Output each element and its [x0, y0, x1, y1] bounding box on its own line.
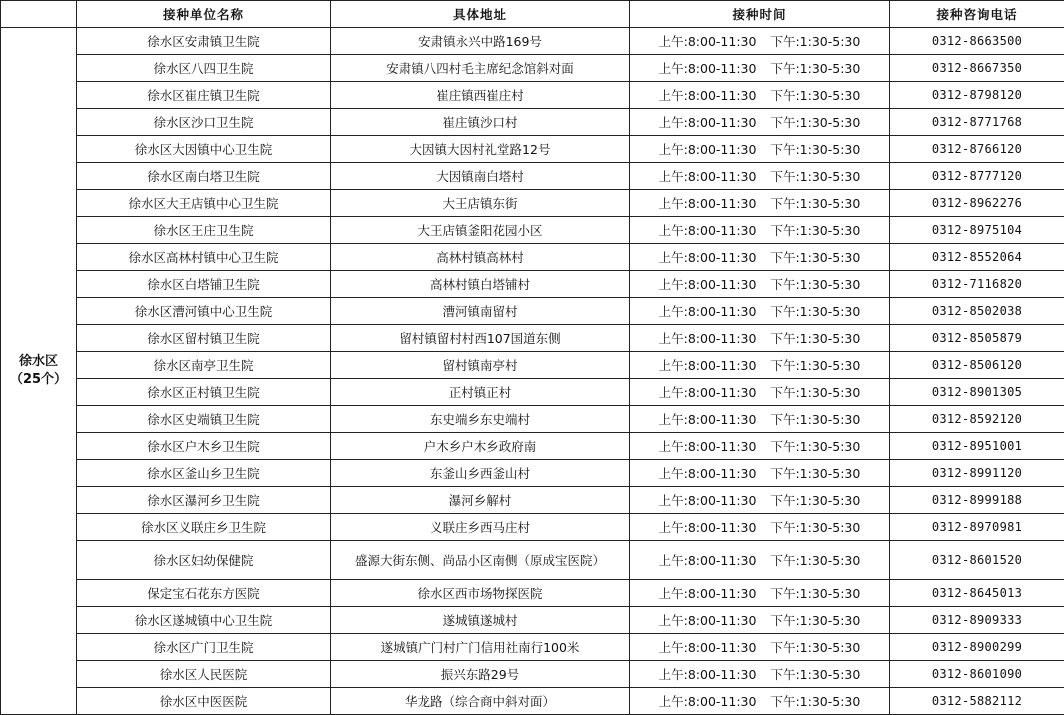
time-cell: [630, 580, 890, 607]
afternoon-hours: 下午:1:30-5:30: [770, 196, 860, 211]
table-row: [1, 271, 1064, 298]
afternoon-hours: 下午:1:30-5:30: [770, 142, 860, 157]
phone-cell: 0312-8901305: [890, 379, 1064, 406]
afternoon-hours: 下午:1:30-5:30: [770, 520, 860, 535]
phone-cell: 0312-7116820: [890, 271, 1064, 298]
morning-hours: 上午:8:00-11:30: [659, 410, 757, 428]
phone-header: 接种咨询电话: [890, 1, 1064, 28]
phone-cell: 0312-8999188: [890, 487, 1064, 514]
phone-cell: 0312-8771768: [890, 109, 1064, 136]
table-header-row: [1, 1, 1064, 28]
phone-cell: 0312-8645013: [890, 580, 1064, 607]
unit-name-cell: 徐水区正村镇卫生院: [77, 379, 331, 406]
phone-cell: 0312-8502038: [890, 298, 1064, 325]
morning-hours: 上午:8:00-11:30: [659, 356, 757, 374]
afternoon-hours: 下午:1:30-5:30: [770, 61, 860, 76]
time-cell: [630, 541, 890, 580]
phone-cell: 0312-8552064: [890, 244, 1064, 271]
table-row: [1, 82, 1064, 109]
morning-hours: 上午:8:00-11:30: [659, 302, 757, 320]
unit-name-cell: 徐水区遂城镇中心卫生院: [77, 607, 331, 634]
morning-hours: 上午:8:00-11:30: [659, 59, 757, 77]
address-cell: 安肃镇八四村毛主席纪念馆斜对面: [331, 55, 630, 82]
table-row: [1, 661, 1064, 688]
afternoon-hours: 下午:1:30-5:30: [770, 223, 860, 238]
morning-hours: 上午:8:00-11:30: [659, 221, 757, 239]
table-row: [1, 217, 1064, 244]
address-cell: 义联庄乡西马庄村: [331, 514, 630, 541]
afternoon-hours: 下午:1:30-5:30: [770, 169, 860, 184]
unit-name-cell: 徐水区沙口卫生院: [77, 109, 331, 136]
table-row: [1, 190, 1064, 217]
afternoon-hours: 下午:1:30-5:30: [770, 115, 860, 130]
morning-hours: 上午:8:00-11:30: [659, 383, 757, 401]
table-row: [1, 487, 1064, 514]
afternoon-hours: 下午:1:30-5:30: [770, 358, 860, 373]
afternoon-hours: 下午:1:30-5:30: [770, 250, 860, 265]
morning-hours: 上午:8:00-11:30: [659, 665, 757, 683]
afternoon-hours: 下午:1:30-5:30: [770, 88, 860, 103]
unit-name-cell: 徐水区安肃镇卫生院: [77, 28, 331, 55]
unit-name-cell: 徐水区中医医院: [77, 688, 331, 715]
morning-hours: 上午:8:00-11:30: [659, 248, 757, 266]
phone-cell: 0312-8601520: [890, 541, 1064, 580]
time-cell: [630, 271, 890, 298]
phone-cell: 0312-8798120: [890, 82, 1064, 109]
time-cell: [630, 109, 890, 136]
address-cell: 华龙路（综合商中斜对面）: [331, 688, 630, 715]
address-cell: 高林村镇白塔铺村: [331, 271, 630, 298]
unit-name-cell: 徐水区义联庄乡卫生院: [77, 514, 331, 541]
time-cell: [630, 634, 890, 661]
morning-hours: 上午:8:00-11:30: [659, 194, 757, 212]
time-cell: [630, 55, 890, 82]
unit-name-cell: 徐水区南白塔卫生院: [77, 163, 331, 190]
phone-cell: 0312-5882112: [890, 688, 1064, 715]
unit-name-cell: 徐水区户木乡卫生院: [77, 433, 331, 460]
table-row: [1, 688, 1064, 715]
afternoon-hours: 下午:1:30-5:30: [770, 586, 860, 601]
address-cell: 崔庄镇西崔庄村: [331, 82, 630, 109]
address-cell: 留村镇南亭村: [331, 352, 630, 379]
afternoon-hours: 下午:1:30-5:30: [770, 331, 860, 346]
time-cell: [630, 433, 890, 460]
time-header: 接种时间: [630, 1, 890, 28]
morning-hours: 上午:8:00-11:30: [659, 86, 757, 104]
unit-name-cell: 徐水区史端镇卫生院: [77, 406, 331, 433]
address-cell: 遂城镇遂城村: [331, 607, 630, 634]
address-cell: 瀑河乡解村: [331, 487, 630, 514]
unit-name-cell: 徐水区南亭卫生院: [77, 352, 331, 379]
region-count: （25个）: [1, 371, 76, 389]
time-cell: [630, 406, 890, 433]
unit-name-header: 接种单位名称: [77, 1, 331, 28]
time-cell: [630, 163, 890, 190]
morning-hours: 上午:8:00-11:30: [659, 140, 757, 158]
address-cell: 留村镇留村村西107国道东侧: [331, 325, 630, 352]
phone-cell: 0312-8900299: [890, 634, 1064, 661]
table-row: [1, 244, 1064, 271]
unit-name-cell: 徐水区王庄卫生院: [77, 217, 331, 244]
address-cell: 振兴东路29号: [331, 661, 630, 688]
morning-hours: 上午:8:00-11:30: [659, 692, 757, 710]
unit-name-cell: 徐水区八四卫生院: [77, 55, 331, 82]
address-cell: 崔庄镇沙口村: [331, 109, 630, 136]
address-cell: 安肃镇永兴中路169号: [331, 28, 630, 55]
address-cell: 大因镇南白塔村: [331, 163, 630, 190]
morning-hours: 上午:8:00-11:30: [659, 491, 757, 509]
morning-hours: 上午:8:00-11:30: [659, 329, 757, 347]
region-name: 徐水区: [1, 353, 76, 371]
unit-name-cell: 徐水区高林村镇中心卫生院: [77, 244, 331, 271]
address-cell: 东釜山乡西釜山村: [331, 460, 630, 487]
unit-name-cell: 徐水区留村镇卫生院: [77, 325, 331, 352]
afternoon-hours: 下午:1:30-5:30: [770, 34, 860, 49]
afternoon-hours: 下午:1:30-5:30: [770, 304, 860, 319]
time-cell: [630, 217, 890, 244]
phone-cell: 0312-8601090: [890, 661, 1064, 688]
phone-cell: 0312-8592120: [890, 406, 1064, 433]
time-cell: [630, 298, 890, 325]
address-cell: 大因镇大因村礼堂路12号: [331, 136, 630, 163]
unit-name-cell: 徐水区人民医院: [77, 661, 331, 688]
unit-name-cell: 徐水区大王店镇中心卫生院: [77, 190, 331, 217]
unit-name-cell: 徐水区漕河镇中心卫生院: [77, 298, 331, 325]
table-row: [1, 298, 1064, 325]
afternoon-hours: 下午:1:30-5:30: [770, 553, 860, 568]
table-body: [1, 28, 1064, 715]
time-cell: [630, 460, 890, 487]
unit-name-cell: 徐水区妇幼保健院: [77, 541, 331, 580]
time-cell: [630, 661, 890, 688]
unit-name-cell: 徐水区釜山乡卫生院: [77, 460, 331, 487]
time-cell: [630, 607, 890, 634]
morning-hours: 上午:8:00-11:30: [659, 518, 757, 536]
table-row: [1, 580, 1064, 607]
phone-cell: 0312-8667350: [890, 55, 1064, 82]
phone-cell: 0312-8506120: [890, 352, 1064, 379]
phone-cell: 0312-8505879: [890, 325, 1064, 352]
address-cell: 漕河镇南留村: [331, 298, 630, 325]
address-cell: 高林村镇高林村: [331, 244, 630, 271]
time-cell: [630, 514, 890, 541]
table-row: [1, 28, 1064, 55]
address-cell: 大王店镇釜阳花园小区: [331, 217, 630, 244]
unit-name-cell: 保定宝石花东方医院: [77, 580, 331, 607]
afternoon-hours: 下午:1:30-5:30: [770, 439, 860, 454]
table-row: [1, 325, 1064, 352]
morning-hours: 上午:8:00-11:30: [659, 275, 757, 293]
address-cell: 遂城镇广门村广门信用社南行100米: [331, 634, 630, 661]
table-row: [1, 433, 1064, 460]
afternoon-hours: 下午:1:30-5:30: [770, 412, 860, 427]
afternoon-hours: 下午:1:30-5:30: [770, 613, 860, 628]
table-row: [1, 109, 1064, 136]
table-row: [1, 541, 1064, 580]
unit-name-cell: 徐水区大因镇中心卫生院: [77, 136, 331, 163]
table-row: [1, 136, 1064, 163]
morning-hours: 上午:8:00-11:30: [659, 437, 757, 455]
morning-hours: 上午:8:00-11:30: [659, 167, 757, 185]
afternoon-hours: 下午:1:30-5:30: [770, 466, 860, 481]
time-cell: [630, 352, 890, 379]
phone-cell: 0312-8970981: [890, 514, 1064, 541]
morning-hours: 上午:8:00-11:30: [659, 584, 757, 602]
time-cell: [630, 244, 890, 271]
address-header: 具体地址: [331, 1, 630, 28]
table-row: [1, 514, 1064, 541]
address-cell: 徐水区西市场物探医院: [331, 580, 630, 607]
table-row: [1, 163, 1064, 190]
table-row: [1, 460, 1064, 487]
table-row: [1, 607, 1064, 634]
address-cell: 盛源大街东侧、尚品小区南侧（原成宝医院）: [331, 541, 630, 580]
time-cell: [630, 379, 890, 406]
afternoon-hours: 下午:1:30-5:30: [770, 640, 860, 655]
phone-cell: 0312-8777120: [890, 163, 1064, 190]
phone-cell: 0312-8975104: [890, 217, 1064, 244]
unit-name-cell: 徐水区白塔铺卫生院: [77, 271, 331, 298]
time-cell: [630, 190, 890, 217]
time-cell: [630, 28, 890, 55]
unit-name-cell: 徐水区瀑河乡卫生院: [77, 487, 331, 514]
address-cell: 户木乡户木乡政府南: [331, 433, 630, 460]
phone-cell: 0312-8962276: [890, 190, 1064, 217]
phone-cell: 0312-8991120: [890, 460, 1064, 487]
morning-hours: 上午:8:00-11:30: [659, 611, 757, 629]
table-row: [1, 634, 1064, 661]
afternoon-hours: 下午:1:30-5:30: [770, 667, 860, 682]
unit-name-cell: 徐水区广门卫生院: [77, 634, 331, 661]
region-header: [1, 1, 77, 28]
morning-hours: 上午:8:00-11:30: [659, 113, 757, 131]
region-cell: [1, 28, 77, 715]
morning-hours: 上午:8:00-11:30: [659, 551, 757, 569]
time-cell: [630, 136, 890, 163]
afternoon-hours: 下午:1:30-5:30: [770, 694, 860, 709]
table-row: [1, 352, 1064, 379]
phone-cell: 0312-8951001: [890, 433, 1064, 460]
address-cell: 东史端乡东史端村: [331, 406, 630, 433]
phone-cell: 0312-8909333: [890, 607, 1064, 634]
address-cell: 大王店镇东街: [331, 190, 630, 217]
table-row: [1, 406, 1064, 433]
phone-cell: 0312-8663500: [890, 28, 1064, 55]
address-cell: 正村镇正村: [331, 379, 630, 406]
unit-name-cell: 徐水区崔庄镇卫生院: [77, 82, 331, 109]
morning-hours: 上午:8:00-11:30: [659, 638, 757, 656]
table-row: [1, 379, 1064, 406]
time-cell: [630, 82, 890, 109]
table-row: [1, 55, 1064, 82]
phone-cell: 0312-8766120: [890, 136, 1064, 163]
afternoon-hours: 下午:1:30-5:30: [770, 277, 860, 292]
afternoon-hours: 下午:1:30-5:30: [770, 493, 860, 508]
time-cell: [630, 688, 890, 715]
time-cell: [630, 325, 890, 352]
morning-hours: 上午:8:00-11:30: [659, 32, 757, 50]
afternoon-hours: 下午:1:30-5:30: [770, 385, 860, 400]
time-cell: [630, 487, 890, 514]
morning-hours: 上午:8:00-11:30: [659, 464, 757, 482]
